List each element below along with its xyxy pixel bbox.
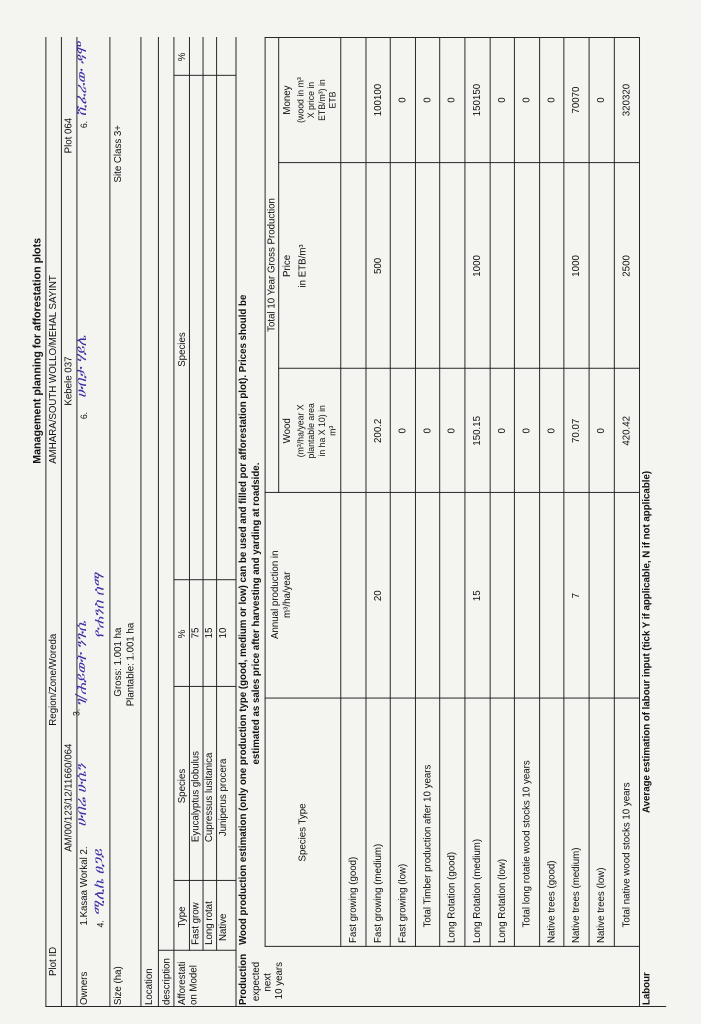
region-value: AMHARA/SOUTH WOLLO/MEHAL SAYINT (48, 275, 59, 464)
production-row-money: 0 (546, 97, 558, 103)
col-annual-unit: m³/ha/year (282, 571, 293, 618)
afforestation-label-2: on Model (188, 965, 200, 1006)
rotated-form (26, 37, 666, 1007)
rule (236, 37, 237, 1007)
location-label: Location (144, 968, 156, 1006)
production-row-label: Native trees (medium) (571, 847, 583, 943)
production-row-wood: 420.42 (621, 415, 632, 446)
col-price-desc: in ETB/m³ (297, 244, 309, 288)
owner-handwritten-2: ሀብሬ ሁሴን (72, 763, 91, 827)
col-species-2: Species (177, 332, 188, 367)
production-row-wood: 200.2 (372, 418, 384, 443)
affor-species: Eyucalyptus globulus (190, 750, 202, 843)
production-row-wood: 150.15 (472, 415, 483, 446)
rule (76, 37, 77, 1007)
afforestation-label: Afforestati (177, 961, 188, 1006)
production-row-label: Long Rotation (medium) (472, 838, 483, 943)
col-wood-desc: m³ (327, 425, 338, 436)
production-row-label: Long Rotation (good) (447, 851, 459, 943)
owner-number: 4. (95, 920, 106, 928)
owner-handwritten-5: ዮሐንስ ሰማ (90, 573, 108, 639)
rule (613, 37, 614, 947)
rule (189, 37, 190, 951)
production-row-annual: 15 (472, 590, 483, 602)
rule (489, 37, 490, 947)
plot-number: Plot 064 (63, 117, 75, 154)
production-row-wood: 0 (546, 428, 558, 434)
owner-handwritten-6: ሀብታ ሃይሌ (72, 335, 91, 398)
size-gross: Gross: 1.001 ha (113, 627, 124, 697)
production-row-price: 1000 (571, 255, 583, 277)
production-instruction: Wood production estimation (only one production type (good, medium or low) can be used and filled por afforestation plot). Prices should be (238, 294, 250, 945)
production-row-wood: 0 (447, 428, 459, 434)
production-row-money: 0 (422, 97, 434, 103)
production-instruction-2: estimated as sales price after harvesting and yarding at roadside. (251, 462, 262, 765)
rule (564, 37, 565, 947)
size-plantable: Plantable: 1.001 ha (125, 622, 137, 707)
col-money: Money (282, 85, 293, 115)
affor-species: Juniperus procera (218, 758, 229, 837)
rule (203, 37, 204, 951)
production-row-money: 0 (596, 97, 608, 103)
col-wood-desc: (m³/ha/year X (295, 404, 306, 458)
rule (158, 37, 159, 1007)
production-row-label: Native trees (good) (546, 860, 558, 943)
production-row-wood: 70.07 (571, 418, 583, 443)
production-row-label: Fast growing (low) (397, 863, 409, 943)
col-money-desc: ETB (327, 91, 338, 109)
col-percent-2: % (177, 52, 188, 62)
rule (61, 37, 62, 1007)
production-label-3: next (262, 973, 274, 992)
rule (340, 37, 341, 947)
rule (265, 698, 639, 699)
production-row-wood: 0 (397, 428, 409, 434)
rule (173, 75, 235, 76)
affor-type: Native (218, 913, 229, 942)
rule (539, 37, 540, 947)
production-row-label: Total Timber production after 10 years (422, 764, 434, 928)
col-price: Price (282, 254, 293, 277)
production-row-price: 500 (372, 257, 384, 275)
col-total-10yr: Total 10 Year Gross Production (266, 198, 278, 332)
rule (415, 37, 416, 947)
production-row-price: 2500 (621, 255, 632, 277)
col-species: Species (177, 768, 188, 804)
owner-handwritten-4: ሚሊኬ ፀጋይ (90, 849, 108, 916)
col-type: Type (177, 906, 188, 928)
owner-handwritten-7: ሺፈራው ዳሞ (72, 42, 91, 117)
production-row-wood: 0 (596, 428, 608, 434)
rule (140, 37, 141, 1007)
region-label: Region/Zone/Woreda (48, 633, 59, 726)
production-row-annual: 7 (571, 593, 583, 599)
labour-instruction: Average estimation of labour input (tick Y if applicable, N if not applicable) (641, 470, 653, 813)
production-row-label: Total long rotatie wood stocks 10 years (521, 760, 533, 928)
production-label-2: expected (251, 961, 262, 1002)
production-row-wood: 0 (521, 428, 533, 434)
col-wood: Wood (282, 418, 293, 444)
production-row-label: Fast growing (medium) (372, 843, 384, 943)
owners-printed: 1.Kasaa Workal 2. (79, 846, 91, 926)
col-percent: % (177, 629, 188, 639)
affor-percent: 15 (204, 627, 216, 639)
owner-handwritten-3: ገ/ሕይወት ንጉሴ (72, 621, 91, 707)
affor-species: Cupressus lusitanica (204, 752, 216, 843)
owners-label: Owners (79, 971, 91, 1006)
production-row-label: Long Rotation (low) (497, 858, 508, 943)
kebele-value: Kebele 037 (63, 356, 75, 406)
col-money-desc: (wood in m³ (295, 77, 306, 123)
rule (639, 37, 640, 1007)
production-row-money: 0 (497, 97, 508, 103)
production-row-money: 0 (397, 97, 409, 103)
rule (278, 37, 279, 493)
form-title: Management planning for afforestation plots (31, 237, 44, 464)
production-row-price: 1000 (472, 255, 483, 277)
production-row-label: Total native wood stocks 10 years (621, 782, 632, 928)
rule (173, 37, 174, 1007)
labour-label: Labour (641, 972, 653, 1006)
col-wood-desc: in ha X 10) in (317, 405, 327, 457)
production-row-wood: 0 (422, 428, 434, 434)
rule (464, 37, 465, 947)
rule (365, 37, 366, 947)
owner-number: 6. (79, 411, 90, 420)
rule (390, 37, 391, 947)
production-row-wood: 0 (497, 428, 508, 434)
plot-id-value: AM/00/123/12/11660/064 (63, 743, 75, 852)
production-row-money: 100100 (372, 83, 384, 117)
affor-percent: 75 (190, 627, 202, 639)
rule (440, 37, 441, 947)
plot-id-label: Plot ID (48, 946, 59, 976)
size-label: Size (ha) (113, 966, 124, 1006)
rule (173, 686, 235, 687)
col-wood-desc: plantable area (306, 403, 317, 459)
description-label: description (161, 958, 173, 1006)
production-row-money: 0 (447, 97, 459, 103)
production-row-money: 70070 (571, 86, 583, 114)
rule (45, 37, 46, 1007)
rule (45, 1006, 666, 1007)
rule (216, 37, 217, 951)
rule (109, 37, 110, 1007)
owner-number: 6. (79, 120, 90, 129)
col-species-type: Species Type (297, 803, 309, 862)
affor-percent: 10 (218, 627, 229, 639)
production-row-label: Fast growing (good) (348, 856, 359, 943)
affor-type: Fast grow (190, 902, 202, 945)
rule (265, 946, 639, 947)
site-class: Site Class 3+ (113, 125, 124, 183)
affor-type: Long rotat (204, 901, 216, 945)
rule (589, 37, 590, 947)
production-row-money: 150150 (472, 83, 483, 117)
owner-number: 3. (71, 708, 82, 716)
production-row-money: 320320 (621, 83, 632, 117)
rule (514, 37, 515, 947)
rule (173, 880, 235, 881)
production-label-4: 10 years (274, 962, 285, 1000)
production-row-money: 0 (521, 97, 533, 103)
production-row-label: Native trees (low) (596, 867, 608, 943)
rule (173, 579, 235, 580)
rule (158, 950, 236, 951)
production-label: Production (238, 953, 250, 1006)
col-annual: Annual production in (270, 550, 282, 639)
col-money-desc: X price in (306, 81, 317, 119)
col-money-desc: ETB/m³) in (317, 79, 327, 121)
production-row-annual: 20 (372, 590, 384, 602)
